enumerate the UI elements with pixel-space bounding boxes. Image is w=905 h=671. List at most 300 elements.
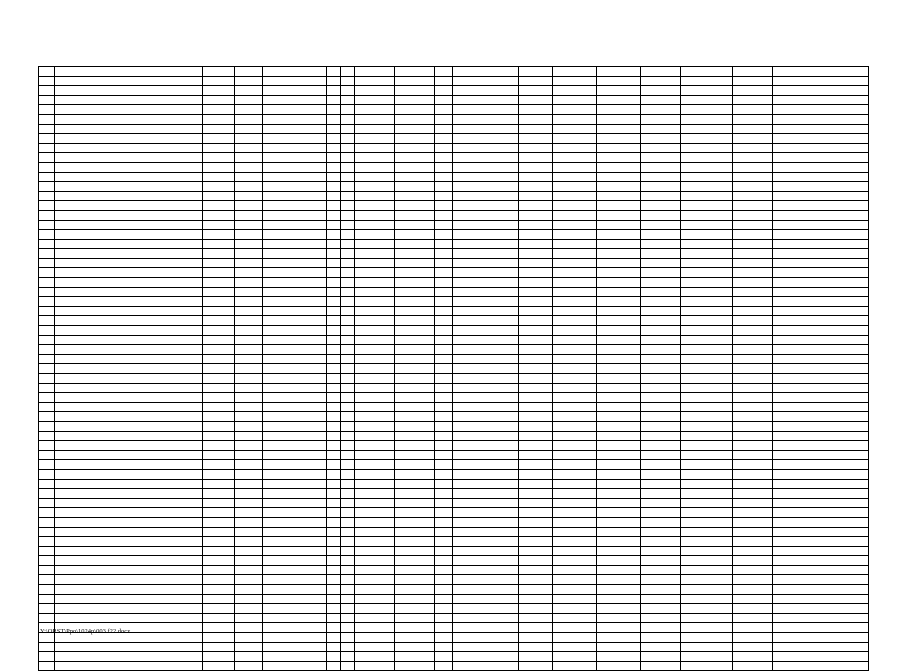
table-cell	[553, 210, 597, 220]
table-cell	[327, 354, 341, 364]
table-cell	[203, 306, 235, 316]
table-cell	[203, 162, 235, 172]
table-cell	[733, 585, 773, 595]
table-cell	[341, 134, 355, 144]
table-cell	[597, 278, 641, 288]
table-cell	[641, 230, 681, 240]
table-cell	[435, 326, 453, 336]
table-cell	[641, 191, 681, 201]
table-cell	[395, 642, 435, 652]
table-cell	[203, 527, 235, 537]
table-cell	[641, 268, 681, 278]
table-cell	[341, 210, 355, 220]
table-cell	[355, 239, 395, 249]
table-cell	[641, 86, 681, 96]
table-cell	[733, 316, 773, 326]
table-cell	[435, 594, 453, 604]
table-cell	[235, 383, 263, 393]
table-cell	[597, 421, 641, 431]
table-cell	[395, 383, 435, 393]
table-cell	[553, 76, 597, 86]
table-cell	[597, 652, 641, 662]
table-cell	[203, 76, 235, 86]
table-cell	[519, 354, 553, 364]
table-row	[39, 374, 869, 384]
table-cell	[519, 124, 553, 134]
table-cell	[597, 642, 641, 652]
table-cell	[263, 489, 327, 499]
table-cell	[681, 297, 733, 307]
table-cell	[435, 201, 453, 211]
table-cell	[641, 661, 681, 671]
table-cell	[641, 201, 681, 211]
table-cell	[355, 201, 395, 211]
table-cell	[39, 210, 55, 220]
table-cell	[681, 623, 733, 633]
table-row	[39, 201, 869, 211]
table-cell	[235, 153, 263, 163]
table-cell	[553, 335, 597, 345]
table-cell	[773, 95, 869, 105]
table-cell	[327, 527, 341, 537]
column-header	[453, 67, 519, 77]
table-row	[39, 230, 869, 240]
table-cell	[435, 556, 453, 566]
table-cell	[55, 383, 203, 393]
table-cell	[733, 441, 773, 451]
table-cell	[55, 364, 203, 374]
table-cell	[453, 364, 519, 374]
table-cell	[435, 210, 453, 220]
table-cell	[681, 105, 733, 115]
column-header	[327, 67, 341, 77]
table-cell	[733, 642, 773, 652]
table-cell	[235, 546, 263, 556]
table-cell	[553, 374, 597, 384]
table-cell	[681, 556, 733, 566]
table-cell	[341, 565, 355, 575]
table-row	[39, 383, 869, 393]
table-cell	[597, 585, 641, 595]
table-cell	[327, 326, 341, 336]
table-cell	[341, 537, 355, 547]
table-cell	[597, 556, 641, 566]
table-cell	[553, 652, 597, 662]
table-cell	[263, 316, 327, 326]
table-cell	[55, 498, 203, 508]
table-cell	[435, 642, 453, 652]
table-cell	[733, 191, 773, 201]
table-cell	[597, 633, 641, 643]
table-cell	[773, 489, 869, 499]
column-header	[203, 67, 235, 77]
table-cell	[553, 124, 597, 134]
table-cell	[733, 565, 773, 575]
table-cell	[641, 297, 681, 307]
table-row	[39, 594, 869, 604]
table-cell	[641, 249, 681, 259]
table-cell	[395, 364, 435, 374]
table-cell	[327, 402, 341, 412]
table-cell	[395, 220, 435, 230]
table-cell	[395, 421, 435, 431]
table-cell	[553, 594, 597, 604]
table-cell	[597, 412, 641, 422]
table-cell	[681, 652, 733, 662]
table-cell	[733, 498, 773, 508]
table-cell	[681, 498, 733, 508]
table-cell	[597, 441, 641, 451]
table-cell	[341, 393, 355, 403]
table-cell	[453, 431, 519, 441]
table-cell	[553, 258, 597, 268]
table-cell	[773, 76, 869, 86]
table-cell	[235, 335, 263, 345]
table-cell	[435, 335, 453, 345]
table-cell	[235, 517, 263, 527]
table-cell	[39, 421, 55, 431]
table-cell	[55, 652, 203, 662]
table-cell	[39, 278, 55, 288]
table-cell	[453, 345, 519, 355]
table-cell	[235, 114, 263, 124]
table-cell	[327, 594, 341, 604]
table-cell	[263, 374, 327, 384]
table-cell	[235, 86, 263, 96]
table-cell	[597, 172, 641, 182]
table-cell	[435, 508, 453, 518]
table-cell	[55, 441, 203, 451]
table-cell	[681, 421, 733, 431]
table-cell	[773, 642, 869, 652]
table-cell	[263, 210, 327, 220]
table-cell	[263, 335, 327, 345]
table-cell	[395, 450, 435, 460]
table-cell	[327, 469, 341, 479]
table-cell	[681, 489, 733, 499]
table-cell	[341, 623, 355, 633]
table-cell	[327, 383, 341, 393]
table-cell	[435, 412, 453, 422]
table-cell	[733, 258, 773, 268]
table-cell	[553, 498, 597, 508]
table-cell	[355, 537, 395, 547]
table-cell	[553, 86, 597, 96]
table-cell	[341, 76, 355, 86]
table-cell	[341, 642, 355, 652]
table-cell	[395, 623, 435, 633]
table-cell	[355, 393, 395, 403]
table-cell	[341, 633, 355, 643]
table-cell	[39, 537, 55, 547]
table-cell	[355, 421, 395, 431]
table-cell	[39, 546, 55, 556]
table-cell	[355, 498, 395, 508]
table-cell	[263, 604, 327, 614]
table-cell	[39, 604, 55, 614]
table-cell	[773, 546, 869, 556]
table-cell	[55, 546, 203, 556]
table-cell	[641, 182, 681, 192]
table-cell	[435, 604, 453, 614]
table-row	[39, 143, 869, 153]
column-header	[681, 67, 733, 77]
table-cell	[641, 517, 681, 527]
column-header	[773, 67, 869, 77]
table-cell	[355, 431, 395, 441]
table-cell	[597, 489, 641, 499]
table-cell	[553, 613, 597, 623]
table-cell	[453, 239, 519, 249]
table-cell	[641, 335, 681, 345]
table-cell	[681, 585, 733, 595]
table-cell	[55, 479, 203, 489]
table-cell	[553, 354, 597, 364]
table-cell	[55, 402, 203, 412]
table-cell	[597, 239, 641, 249]
table-cell	[39, 230, 55, 240]
table-cell	[355, 134, 395, 144]
table-cell	[55, 76, 203, 86]
table-cell	[341, 354, 355, 364]
table-cell	[203, 383, 235, 393]
table-cell	[641, 402, 681, 412]
table-row	[39, 86, 869, 96]
table-cell	[263, 258, 327, 268]
table-cell	[235, 585, 263, 595]
table-cell	[263, 585, 327, 595]
table-cell	[681, 210, 733, 220]
table-cell	[597, 354, 641, 364]
table-cell	[355, 575, 395, 585]
table-cell	[435, 469, 453, 479]
table-cell	[553, 383, 597, 393]
table-cell	[773, 354, 869, 364]
table-cell	[395, 268, 435, 278]
table-cell	[733, 412, 773, 422]
table-cell	[39, 402, 55, 412]
table-cell	[733, 326, 773, 336]
table-cell	[341, 335, 355, 345]
table-cell	[519, 517, 553, 527]
table-cell	[435, 172, 453, 182]
table-cell	[773, 172, 869, 182]
table-cell	[681, 383, 733, 393]
table-cell	[39, 431, 55, 441]
table-cell	[453, 489, 519, 499]
table-cell	[327, 479, 341, 489]
table-cell	[641, 546, 681, 556]
table-cell	[773, 460, 869, 470]
table-row	[39, 153, 869, 163]
table-cell	[341, 201, 355, 211]
table-cell	[597, 537, 641, 547]
table-cell	[681, 431, 733, 441]
table-cell	[341, 249, 355, 259]
table-cell	[327, 364, 341, 374]
column-header	[435, 67, 453, 77]
table-cell	[341, 412, 355, 422]
table-cell	[519, 345, 553, 355]
table-cell	[39, 153, 55, 163]
table-cell	[203, 201, 235, 211]
table-cell	[395, 258, 435, 268]
table-cell	[733, 374, 773, 384]
table-cell	[55, 594, 203, 604]
table-cell	[733, 604, 773, 614]
table-cell	[263, 594, 327, 604]
table-cell	[327, 652, 341, 662]
table-cell	[597, 604, 641, 614]
table-cell	[597, 230, 641, 240]
table-cell	[435, 316, 453, 326]
table-cell	[733, 162, 773, 172]
table-cell	[553, 230, 597, 240]
table-cell	[327, 613, 341, 623]
table-cell	[453, 556, 519, 566]
table-cell	[681, 239, 733, 249]
table-cell	[435, 585, 453, 595]
table-cell	[733, 527, 773, 537]
table-cell	[39, 354, 55, 364]
data-table-region	[38, 66, 868, 671]
table-cell	[39, 105, 55, 115]
table-cell	[681, 114, 733, 124]
table-cell	[203, 421, 235, 431]
table-cell	[773, 537, 869, 547]
table-cell	[773, 297, 869, 307]
table-cell	[519, 402, 553, 412]
table-cell	[597, 402, 641, 412]
table-cell	[263, 479, 327, 489]
table-cell	[263, 537, 327, 547]
table-cell	[519, 239, 553, 249]
table-cell	[519, 153, 553, 163]
table-cell	[773, 287, 869, 297]
table-cell	[641, 469, 681, 479]
table-cell	[263, 278, 327, 288]
table-cell	[773, 268, 869, 278]
table-cell	[39, 124, 55, 134]
table-cell	[355, 613, 395, 623]
table-cell	[519, 585, 553, 595]
table-cell	[355, 441, 395, 451]
table-cell	[453, 412, 519, 422]
table-cell	[519, 556, 553, 566]
table-cell	[453, 278, 519, 288]
table-cell	[263, 153, 327, 163]
table-cell	[597, 191, 641, 201]
table-cell	[733, 210, 773, 220]
table-cell	[355, 604, 395, 614]
table-cell	[519, 508, 553, 518]
table-cell	[773, 633, 869, 643]
table-cell	[519, 450, 553, 460]
table-cell	[597, 594, 641, 604]
table-cell	[519, 249, 553, 259]
column-header	[355, 67, 395, 77]
table-cell	[355, 383, 395, 393]
table-cell	[395, 546, 435, 556]
table-cell	[453, 335, 519, 345]
table-cell	[597, 498, 641, 508]
table-cell	[519, 546, 553, 556]
table-cell	[773, 613, 869, 623]
table-cell	[395, 249, 435, 259]
table-cell	[641, 479, 681, 489]
table-cell	[733, 517, 773, 527]
table-cell	[327, 268, 341, 278]
table-cell	[341, 287, 355, 297]
table-cell	[395, 393, 435, 403]
table-row	[39, 258, 869, 268]
table-cell	[773, 421, 869, 431]
table-cell	[453, 86, 519, 96]
table-cell	[435, 297, 453, 307]
table-cell	[55, 556, 203, 566]
table-cell	[519, 114, 553, 124]
table-cell	[681, 191, 733, 201]
table-cell	[773, 450, 869, 460]
table-cell	[355, 354, 395, 364]
table-row	[39, 287, 869, 297]
table-cell	[681, 479, 733, 489]
table-cell	[553, 220, 597, 230]
table-cell	[235, 364, 263, 374]
table-cell	[681, 326, 733, 336]
table-cell	[327, 114, 341, 124]
table-cell	[641, 556, 681, 566]
table-cell	[55, 162, 203, 172]
table-cell	[235, 316, 263, 326]
table-cell	[597, 623, 641, 633]
table-cell	[519, 182, 553, 192]
table-cell	[355, 508, 395, 518]
table-cell	[341, 172, 355, 182]
table-cell	[453, 527, 519, 537]
table-cell	[263, 393, 327, 403]
table-cell	[39, 191, 55, 201]
table-cell	[55, 604, 203, 614]
table-cell	[435, 431, 453, 441]
table-row	[39, 268, 869, 278]
table-cell	[641, 489, 681, 499]
table-cell	[641, 354, 681, 364]
table-cell	[355, 278, 395, 288]
table-cell	[453, 604, 519, 614]
table-cell	[327, 95, 341, 105]
table-cell	[435, 220, 453, 230]
table-cell	[355, 374, 395, 384]
table-cell	[553, 623, 597, 633]
table-cell	[355, 661, 395, 671]
table-cell	[341, 124, 355, 134]
table-cell	[453, 162, 519, 172]
table-cell	[327, 345, 341, 355]
table-cell	[235, 652, 263, 662]
table-cell	[733, 450, 773, 460]
table-cell	[641, 220, 681, 230]
table-cell	[681, 287, 733, 297]
table-cell	[773, 249, 869, 259]
table-cell	[203, 556, 235, 566]
table-cell	[733, 239, 773, 249]
table-cell	[597, 479, 641, 489]
table-cell	[341, 489, 355, 499]
table-cell	[263, 412, 327, 422]
table-cell	[203, 172, 235, 182]
table-cell	[395, 594, 435, 604]
